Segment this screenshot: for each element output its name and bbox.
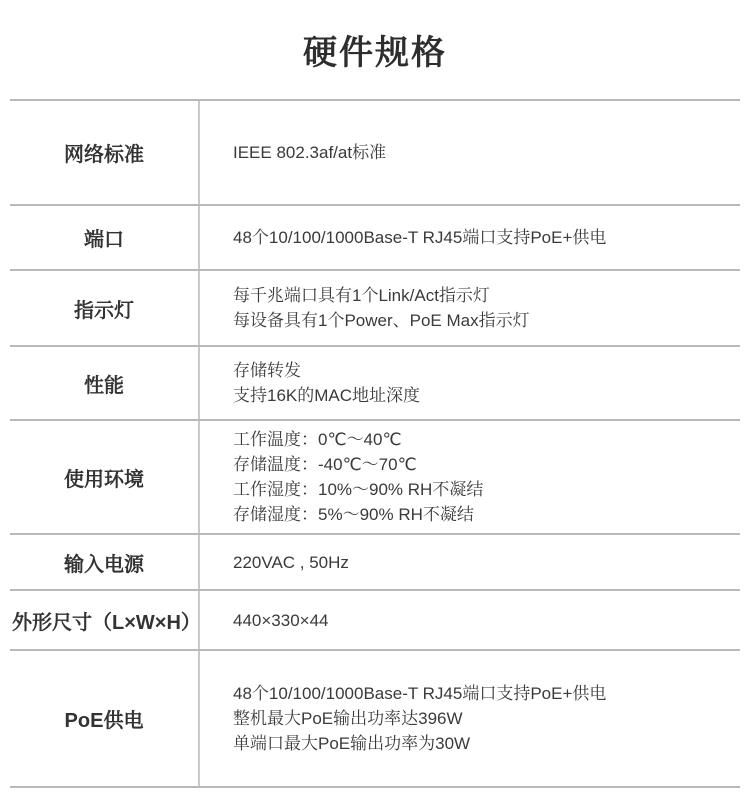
value-line: 48个10/100/1000Base-T RJ45端口支持PoE+供电	[233, 228, 607, 247]
value-line: 440×330×44	[233, 610, 329, 630]
table-row	[10, 347, 740, 421]
value-line: 单端口最大PoE输出功率为30W	[233, 734, 471, 753]
value-line: 每千兆端口具有1个Link/Act指示灯	[233, 286, 490, 305]
table-row	[10, 101, 740, 206]
value-line: 工作湿度：10%～90% RH不凝结	[233, 480, 484, 499]
page-title: 硬件规格	[303, 34, 447, 72]
value-line: 工作温度：0℃～40℃	[233, 430, 402, 449]
value-line: 存储湿度：5%～90% RH不凝结	[233, 505, 474, 524]
value-line: 支持16K的MAC地址深度	[233, 386, 421, 405]
table-row	[10, 271, 740, 347]
value-line: IEEE 802.3af/at标准	[233, 143, 387, 162]
row-label: PoE供电	[10, 651, 200, 786]
row-label: 外形尺寸（L×W×H）	[10, 591, 200, 649]
value-line: 存储温度：-40℃～70℃	[233, 455, 417, 474]
row-value	[200, 421, 740, 533]
row-value	[200, 101, 740, 204]
value-line: 每设备具有1个Power、PoE Max指示灯	[233, 311, 530, 330]
row-value	[200, 535, 740, 589]
row-label: 端口	[10, 206, 200, 269]
table-row	[10, 591, 740, 651]
table-row	[10, 535, 740, 591]
row-label: 使用环境	[10, 421, 200, 533]
row-value	[200, 206, 740, 269]
value-line: 整机最大PoE输出功率达396W	[233, 709, 463, 728]
value-line: 存储转发	[233, 361, 301, 380]
row-label: 指示灯	[10, 271, 200, 345]
row-label: 网络标准	[10, 101, 200, 204]
row-value	[200, 347, 740, 419]
table-row	[10, 651, 740, 788]
value-line: 48个10/100/1000Base-T RJ45端口支持PoE+供电	[233, 684, 607, 703]
row-label: 输入电源	[10, 535, 200, 589]
table-row	[10, 206, 740, 271]
page-header	[0, 0, 750, 99]
value-line: 220VAC , 50Hz	[233, 552, 349, 572]
row-label: 性能	[10, 347, 200, 419]
row-value	[200, 271, 740, 345]
row-value	[200, 651, 740, 786]
table-row	[10, 421, 740, 535]
spec-table	[10, 99, 740, 788]
row-value	[200, 591, 740, 649]
